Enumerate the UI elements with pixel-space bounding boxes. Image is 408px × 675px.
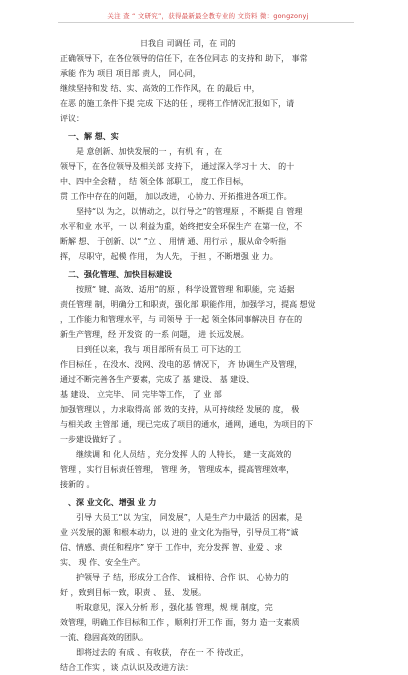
paragraph-line: 继续坚持和发 结、实、高效的工作作风，在 的最后 中， xyxy=(60,84,260,93)
section-heading: 二、强化管理、加快目标建设 xyxy=(68,270,172,279)
paragraph-line: 接新的 。 xyxy=(60,480,95,489)
paragraph-line: 好 ，致到目标一致，职责 、 显、 发展。 xyxy=(60,588,207,597)
paragraph-line: 日我自 司调任 司，在 司的 xyxy=(140,39,236,48)
paragraph-line: 一步建设做好了 。 xyxy=(60,435,127,444)
paragraph-line: 通过不断完善各生产要素，完成了 基 建设、 基 建设、 xyxy=(60,375,255,384)
paragraph: 即将过去的 有成 、有收获， 存在一 不 待改正， xyxy=(76,648,249,657)
paragraph-line: 在恶 的施工条件下提 完成 下达的任 ，现将工作情况汇报如下，请 xyxy=(60,99,295,108)
paragraph-line: 承能 作为 项目 项目部 责人， 同心同， xyxy=(60,69,201,78)
paragraph-line: 水平和业 水平，一 以 利益为重，始终把安全环保生产 在第一位，不 xyxy=(60,222,303,231)
section-heading: 一、解 想、实 xyxy=(68,132,119,141)
paragraph-line: 业 兴发展的源 和根本动力，以 进的 业文化为指导，引导员工将“诚 xyxy=(60,528,299,537)
paragraph-line: 贯 工作中存在的问题， 加以改进， 心协力、开拓推进各项工作。 xyxy=(60,192,292,201)
paragraph-line: 结合工作实 ，谈 点认识及改进方法： xyxy=(60,663,194,672)
paragraph-line: 断解 想、 于创新、以“ ”立 、 用情 通、用行示 ，服从命令听指 xyxy=(60,237,287,246)
paragraph-line: 责任管理 制，明确分工和职责，强化部 职能作用，加强学习，提高 想觉 xyxy=(60,300,316,309)
paragraph-line: 作目标任 ，在没水、没网、没电的恶 情况下， 齐 协调生产及管理， xyxy=(60,360,303,369)
paragraph: 继续调 和 化人员结 ，充分发挥 人的 人特长， 建一支高效的 xyxy=(76,450,292,459)
paragraph: 按照“ 键、高效、适用”的原 ，科学设置管理 和职能，完 适据 xyxy=(76,285,295,294)
document-body xyxy=(60,36,358,675)
paragraph: 护领导 子 结，形成分工合作、 诚相待、合作 识、 心协力的 xyxy=(76,573,289,582)
paragraph: 坚持“以 为之，以情动之，以行导之”的管理原 ，不断提 自 管理 xyxy=(76,207,303,216)
paragraph-line: 新生产管理，经 开发资 的一系 问题， 进 长远发展。 xyxy=(60,330,249,339)
paragraph-line: 评议： xyxy=(60,114,84,123)
promo-banner[interactable]: 关注 查 “ 文研究”，获得最新最全教专业的 文资料 微：gongzonyj xyxy=(107,12,309,20)
banner-divider xyxy=(58,22,354,23)
paragraph-line: 与相关政 主管部 通，现已完成了项目的通水，通网，通电，为项目的下 xyxy=(60,420,314,429)
paragraph-line: 中、四中全会精 ， 结 领全体 部职工， 度工作目标， xyxy=(60,177,249,186)
paragraph: 听取意见，深入分析 形 ，强化基 管理，规 规 制度，完 xyxy=(76,603,273,612)
paragraph-line: 基 建设、 立完毕、 同 完毕等工作， 了 业 部 xyxy=(60,390,222,399)
paragraph-line: 管理 ，实行目标责任管理， 管理 务， 管理成本，提高管理效率， xyxy=(60,465,295,474)
paragraph: 是 意创新、加快发展的一 ，有机 有 ，在 xyxy=(76,147,223,156)
paragraph-line: 信、情感、责任和程序” 穿于 工作中，充分发挥 智、业爱 、求 xyxy=(60,543,283,552)
paragraph-line: 效管理，明确工作目标和工作 ，顺利打开工作 面，努力 造一支素质 xyxy=(60,618,300,627)
paragraph-line: 领导下，在各位领导及相关部 支持下， 通过深入学习十 大、 的十 xyxy=(60,162,295,171)
paragraph-line: 实、 现 作、安全生产。 xyxy=(60,558,146,567)
section-heading: 、深 业文化、增强 业 力 xyxy=(68,498,157,507)
paragraph: 日到任以来，我与 项目部所有员工 可下达的工 xyxy=(76,345,242,354)
paragraph-line: 一流、稳固高效的团队。 xyxy=(60,633,148,642)
paragraph: 引导 大员工“以 为宝， 同发展”，人是生产力中最活 的因素，是 xyxy=(76,513,303,522)
paragraph-line: 挥， 尽职守，起模 作用， 为人先， 于担 ，不断增强 业 力。 xyxy=(60,252,278,261)
paragraph-line: ，工作能力和管理水平，与 司领导 于一起 领全体同事解决目 存在的 xyxy=(60,315,303,324)
paragraph-line: 正确领导下，在各位领导的信任下，在各位同志 的支持和 助下， 事常 xyxy=(60,54,308,63)
paragraph-line: 加强管理以 ，力求取得高 部 效的支持，从可持续经 发展的 度， 极 xyxy=(60,405,300,414)
